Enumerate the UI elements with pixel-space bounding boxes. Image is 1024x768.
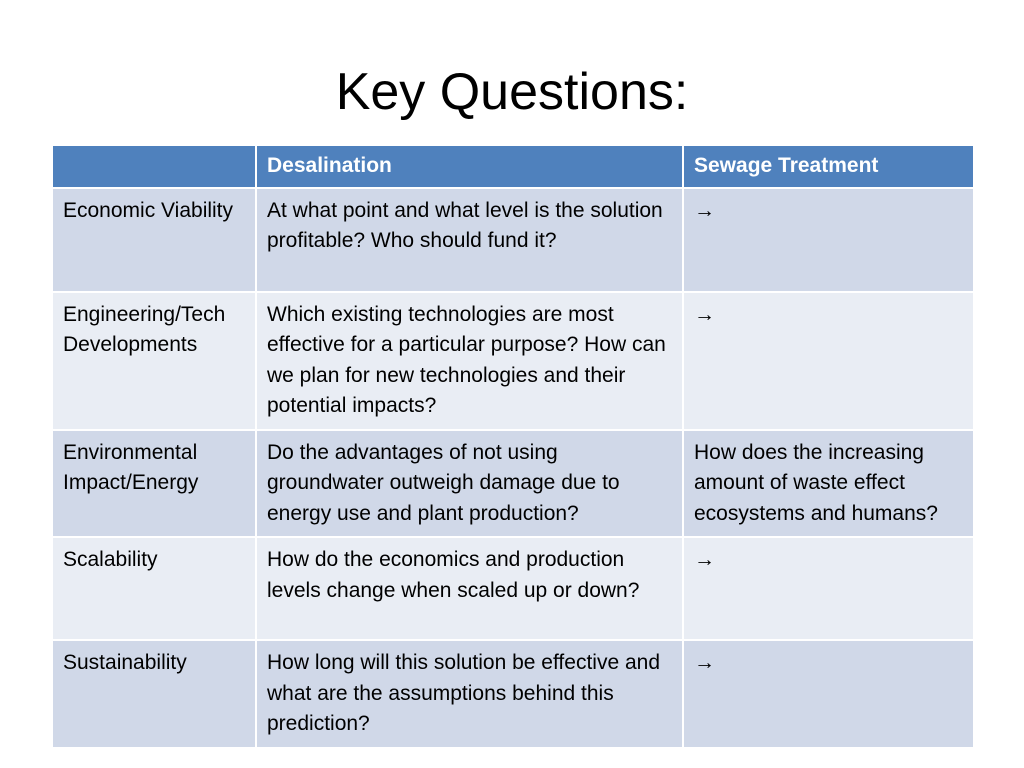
questions-table	[51, 144, 975, 749]
sewage-cell: →	[683, 640, 974, 748]
desalination-cell: Do the advantages of not using groundwater outweigh damage due to energy use and plant production?	[256, 430, 683, 538]
criterion-cell: Economic Viability	[52, 188, 256, 292]
criterion-cell: Scalability	[52, 537, 256, 640]
table-row	[52, 292, 974, 430]
table-row	[52, 430, 974, 538]
sewage-cell: →	[683, 188, 974, 292]
header-cell-desalination: Desalination	[256, 145, 683, 188]
header-cell-sewage-treatment: Sewage Treatment	[683, 145, 974, 188]
desalination-cell: How long will this solution be effective and what are the assumptions behind this prediction?	[256, 640, 683, 748]
header-cell-empty	[52, 145, 256, 188]
desalination-cell: At what point and what level is the solution profitable? Who should fund it?	[256, 188, 683, 292]
table-header-row	[52, 145, 974, 188]
criterion-cell: Sustainability	[52, 640, 256, 748]
criterion-cell: Environmental Impact/Energy	[52, 430, 256, 538]
slide-title: Key Questions:	[335, 63, 689, 121]
desalination-cell: Which existing technologies are most effective for a particular purpose? How can we plan for new technologies and their potential impacts?	[256, 292, 683, 430]
sewage-cell: →	[683, 292, 974, 430]
table-row	[52, 188, 974, 292]
sewage-cell: How does the increasing amount of waste effect ecosystems and humans?	[683, 430, 974, 538]
criterion-cell: Engineering/Tech Developments	[52, 292, 256, 430]
desalination-cell: How do the economics and production levels change when scaled up or down?	[256, 537, 683, 640]
table-row	[52, 640, 974, 748]
sewage-cell: →	[683, 537, 974, 640]
table-row	[52, 537, 974, 640]
